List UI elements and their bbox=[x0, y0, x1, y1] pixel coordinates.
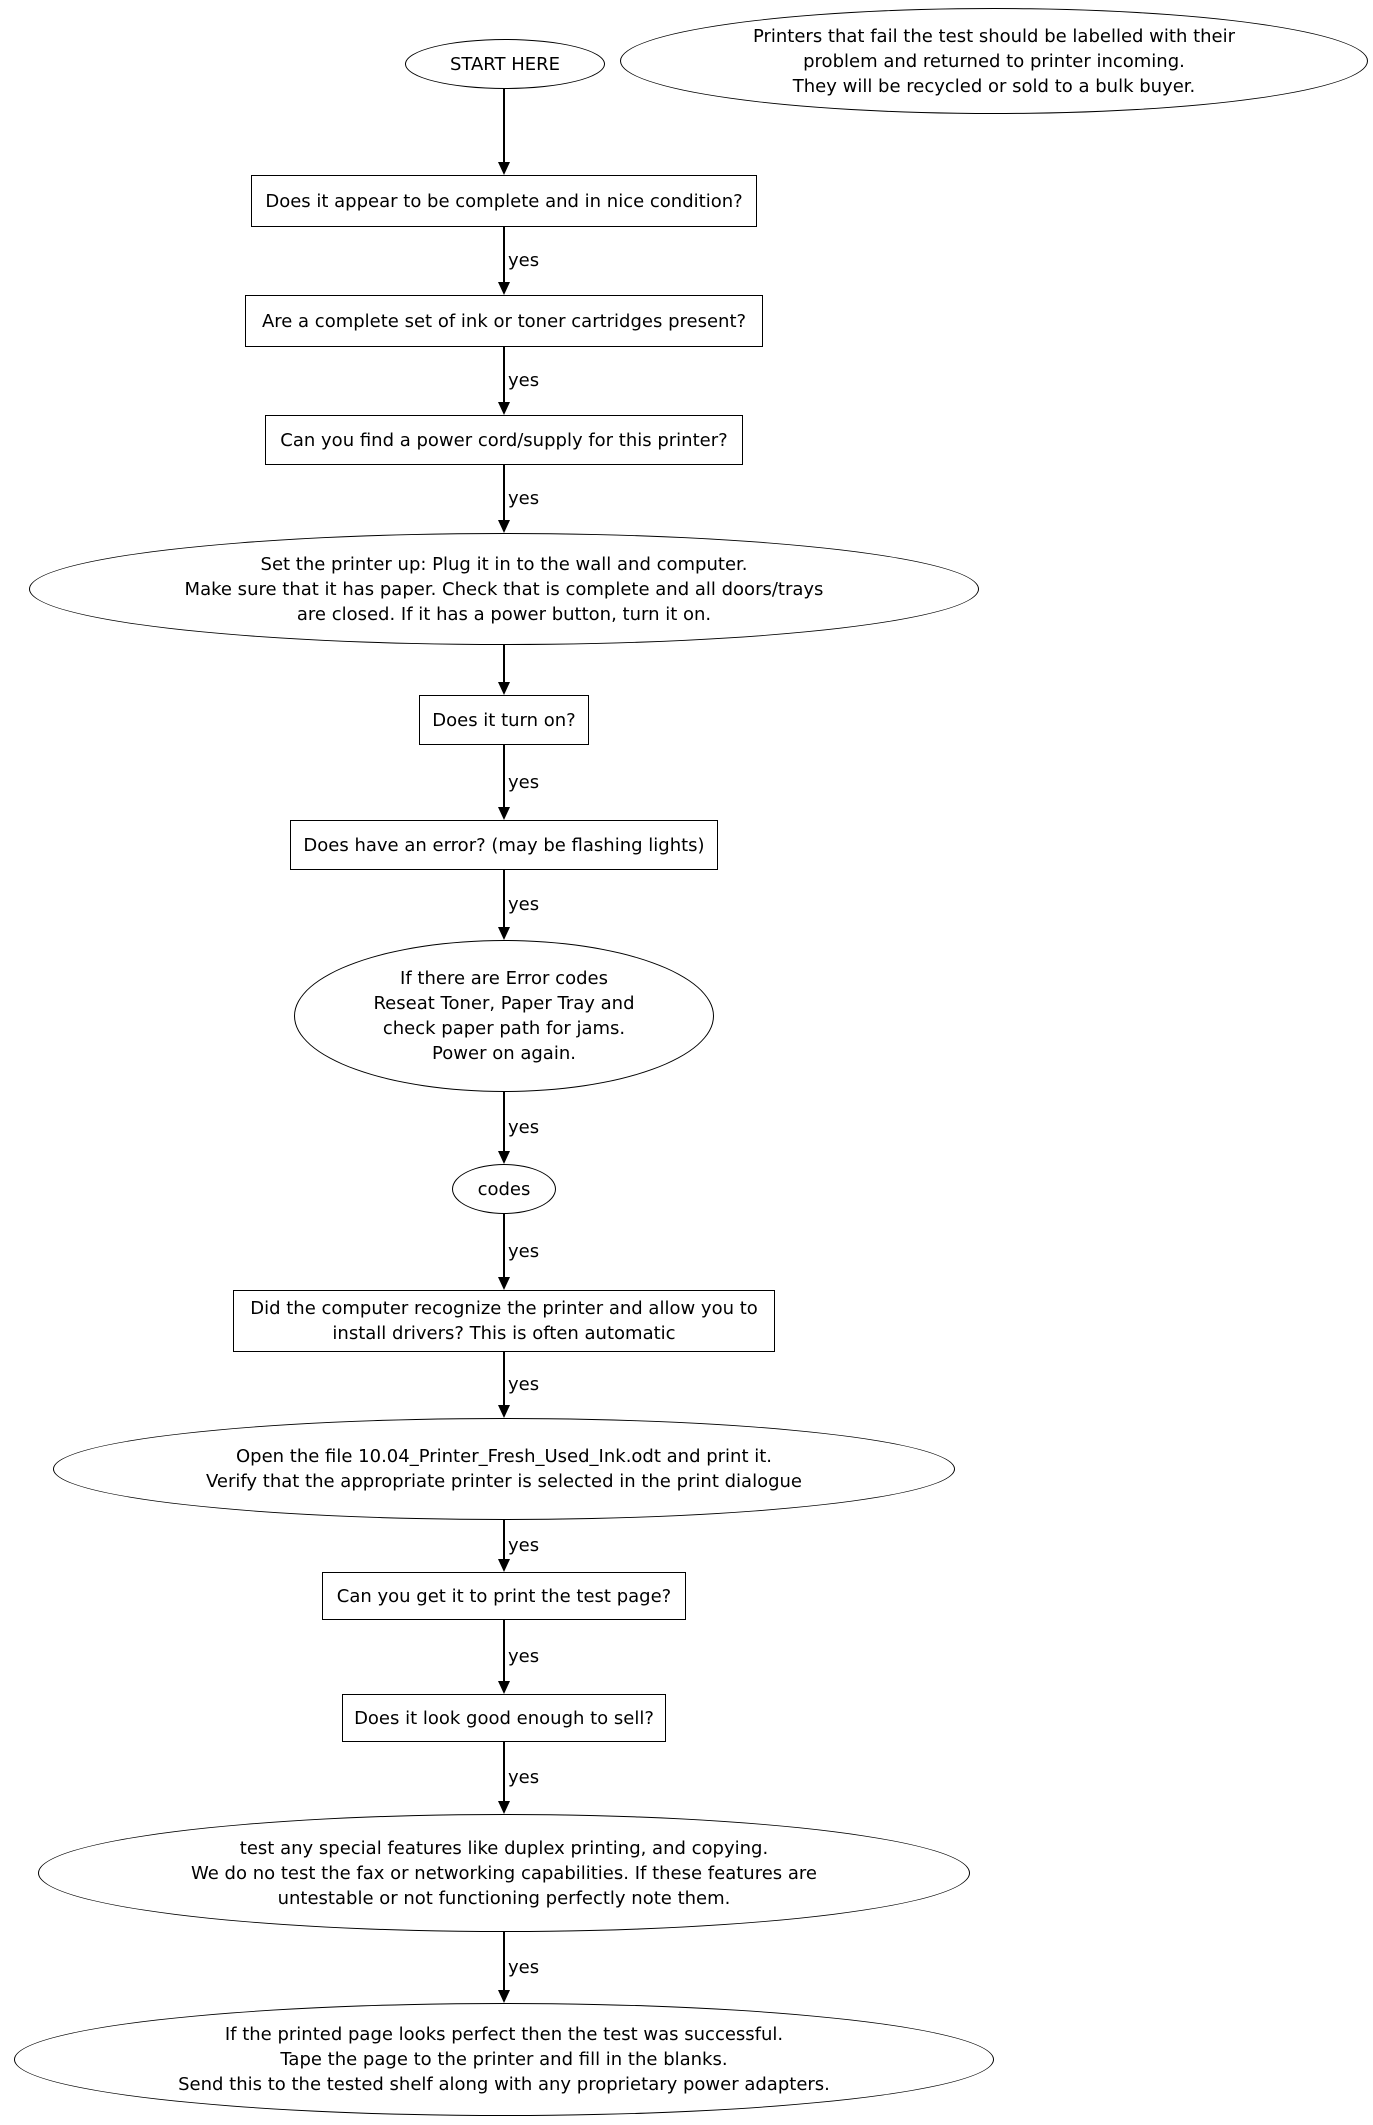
question-computer-recognize bbox=[233, 1290, 775, 1352]
node-text-line: Verify that the appropriate printer is selected in the print dialogue bbox=[205, 1471, 802, 1492]
question-complete-condition bbox=[251, 175, 757, 227]
arrowhead-icon bbox=[498, 682, 510, 695]
node-text-line: If the printed page looks perfect then the test was successful. bbox=[224, 2024, 784, 2045]
question-turn-on bbox=[419, 695, 589, 745]
arrowhead-icon bbox=[498, 520, 510, 533]
edge-recognize-to-print-file bbox=[498, 1352, 588, 1418]
node-text-line: Did the computer recognize the printer and allow you to bbox=[250, 1298, 758, 1319]
arrowhead-icon bbox=[498, 1559, 510, 1572]
node-text-line: Power on again. bbox=[432, 1043, 576, 1064]
edge-label: yes bbox=[508, 250, 540, 271]
edge-line bbox=[503, 465, 505, 522]
fail-note-node bbox=[620, 8, 1368, 114]
edge-line bbox=[503, 1520, 505, 1561]
node-text-line: Does have an error? (may be flashing lights) bbox=[303, 834, 705, 856]
node-text-line: check paper path for jams. bbox=[382, 1018, 626, 1039]
edge-error-to-error-codes bbox=[498, 870, 588, 940]
step-test-success bbox=[14, 2003, 994, 2116]
node-text-line: Make sure that it has paper. Check that is complete and all doors/trays bbox=[184, 578, 824, 600]
edge-line bbox=[503, 89, 505, 164]
edge-line bbox=[503, 1214, 505, 1279]
question-print-test-page bbox=[322, 1572, 686, 1620]
node-text-line: Open the file 10.04_Printer_Fresh_Used_Ink.odt and print it. bbox=[235, 1446, 773, 1467]
edge-print-file-to-test-page bbox=[498, 1520, 588, 1572]
edge-label: yes bbox=[508, 1767, 540, 1788]
node-text-line: Are a complete set of ink or toner cartridges present? bbox=[261, 310, 747, 332]
edge-setup-to-turn-on bbox=[498, 645, 588, 695]
edge-label: yes bbox=[508, 1535, 540, 1556]
edge-line bbox=[503, 645, 505, 684]
node-text-line: untestable or not functioning perfectly note them. bbox=[277, 1887, 731, 1909]
edge-label: yes bbox=[508, 1117, 540, 1138]
node-text-line: install drivers? This is often automatic bbox=[332, 1323, 676, 1344]
edge-line bbox=[503, 870, 505, 929]
arrowhead-icon bbox=[498, 1681, 510, 1694]
question-power-cord bbox=[265, 415, 743, 465]
edge-label: yes bbox=[508, 488, 540, 509]
node-text-line: If there are Error codes bbox=[400, 968, 608, 989]
edge-label: yes bbox=[508, 1646, 540, 1667]
arrowhead-icon bbox=[498, 1990, 510, 2003]
arrowhead-icon bbox=[498, 1151, 510, 1164]
edge-error-codes-to-codes bbox=[498, 1092, 588, 1164]
edge-label: yes bbox=[508, 771, 540, 793]
arrowhead-icon bbox=[498, 1277, 510, 1290]
question-has-error bbox=[290, 820, 718, 870]
codes-node bbox=[452, 1164, 556, 1214]
node-text-line: test any special features like duplex printing, and copying. bbox=[239, 1837, 769, 1859]
edge-power-cord-to-setup bbox=[498, 465, 588, 533]
node-text-line: Set the printer up: Plug it in to the wall and computer. bbox=[260, 553, 748, 575]
edge-label: yes bbox=[508, 370, 540, 391]
edge-complete-condition-to-cartridges bbox=[498, 227, 588, 295]
node-text-line: Does it appear to be complete and in nice condition? bbox=[265, 190, 743, 212]
edge-line bbox=[503, 1742, 505, 1803]
arrowhead-icon bbox=[498, 1405, 510, 1418]
question-cartridges-present bbox=[245, 295, 763, 347]
edge-line bbox=[503, 347, 505, 404]
node-text-line: Printers that fail the test should be labelled with their bbox=[752, 25, 1236, 47]
edge-line bbox=[503, 1352, 505, 1407]
question-good-enough-to-sell bbox=[342, 1694, 666, 1742]
arrowhead-icon bbox=[498, 807, 510, 820]
node-text-line: codes bbox=[477, 1178, 531, 1200]
node-text-line: Send this to the tested shelf along with any proprietary power adapters. bbox=[178, 2074, 830, 2095]
edge-test-page-to-sell bbox=[498, 1620, 588, 1694]
edge-label: yes bbox=[508, 894, 540, 915]
node-text-line: They will be recycled or sold to a bulk buyer. bbox=[792, 75, 1196, 97]
edge-line bbox=[503, 227, 505, 284]
edge-line bbox=[503, 1092, 505, 1153]
node-text-line: Reseat Toner, Paper Tray and bbox=[373, 993, 635, 1014]
start-node bbox=[405, 39, 605, 89]
step-setup-printer bbox=[29, 533, 979, 645]
arrowhead-icon bbox=[498, 1801, 510, 1814]
arrowhead-icon bbox=[498, 162, 510, 175]
node-text-line: Can you get it to print the test page? bbox=[336, 1585, 672, 1607]
edge-cartridges-to-power-cord bbox=[498, 347, 588, 415]
arrowhead-icon bbox=[498, 927, 510, 940]
arrowhead-icon bbox=[498, 282, 510, 295]
edge-special-features-to-success bbox=[498, 1932, 588, 2003]
step-special-features bbox=[38, 1814, 970, 1932]
node-text-line: Does it turn on? bbox=[432, 709, 576, 731]
edge-turn-on-to-error bbox=[498, 745, 588, 820]
edge-line bbox=[503, 1620, 505, 1683]
node-text-line: problem and returned to printer incoming. bbox=[803, 50, 1185, 72]
edge-label: yes bbox=[508, 1956, 540, 1978]
node-text-line: are closed. If it has a power button, turn it on. bbox=[296, 603, 712, 625]
edge-sell-to-special-features bbox=[498, 1742, 588, 1814]
step-error-codes bbox=[294, 940, 714, 1092]
arrowhead-icon bbox=[498, 402, 510, 415]
edge-label: yes bbox=[508, 1374, 540, 1395]
node-text-line: We do no test the fax or networking capabilities. If these features are bbox=[191, 1862, 817, 1884]
edge-label: yes bbox=[508, 1241, 540, 1262]
edge-start-to-complete-condition bbox=[498, 89, 588, 175]
node-text-line: Can you find a power cord/supply for this printer? bbox=[280, 429, 728, 451]
edge-line bbox=[503, 1932, 505, 1992]
node-text-line: Tape the page to the printer and fill in the blanks. bbox=[280, 2049, 728, 2070]
node-text-line: START HERE bbox=[449, 53, 561, 75]
edge-codes-to-recognize bbox=[498, 1214, 588, 1290]
node-text-line: Does it look good enough to sell? bbox=[354, 1707, 654, 1729]
step-print-file bbox=[53, 1418, 955, 1520]
edge-line bbox=[503, 745, 505, 809]
